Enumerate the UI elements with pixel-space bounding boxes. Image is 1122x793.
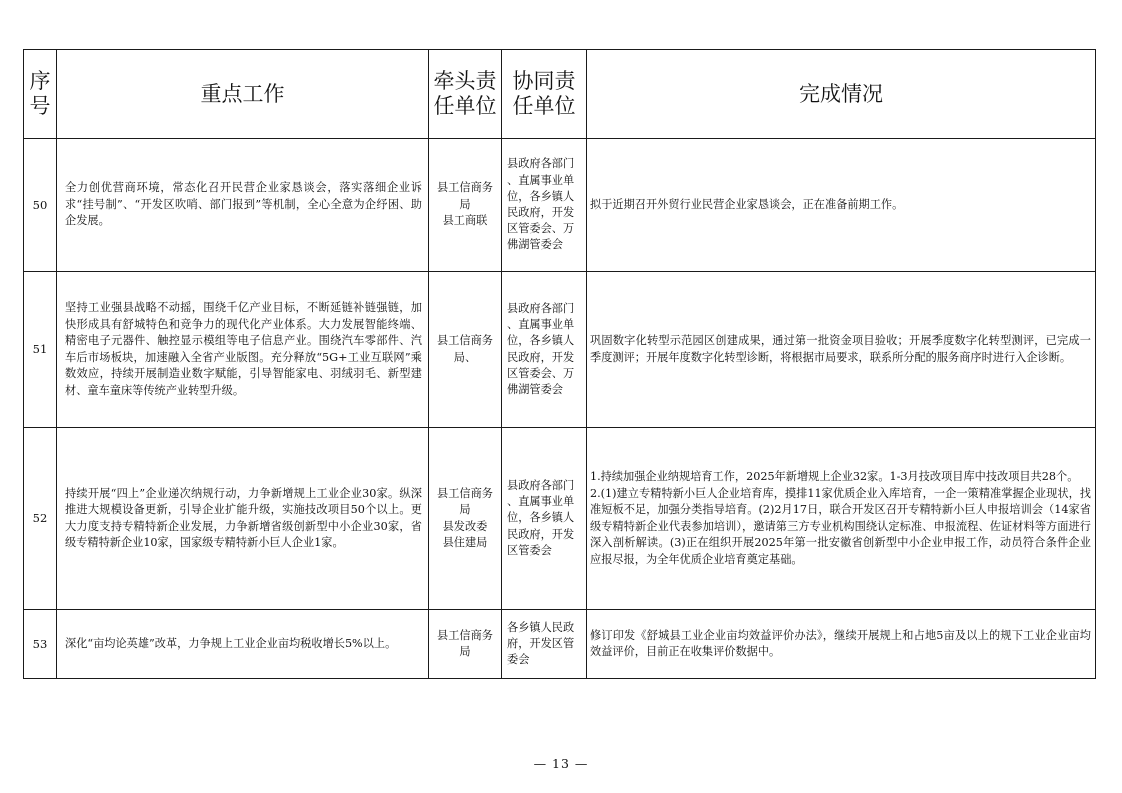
header-co [502,50,587,139]
row-number: 50 [24,139,57,272]
header-lead-line: 牵头责 [433,69,497,93]
co-unit-line: 各乡镇人民政 [507,620,575,634]
co-unit-line: 县政府各部门 [507,157,575,171]
lead-unit-line: 县工信商务 [437,486,493,500]
row-number: 52 [24,428,57,610]
lead-unit-line: 县发改委 [442,519,488,533]
row-number: 53 [24,610,57,679]
co-unit-line: 民政府，开发 [507,350,575,364]
lead-unit-line: 县工信商务 [437,181,493,195]
row-number: 51 [24,272,57,428]
co-unit-line: 府，开发区管 [507,636,575,650]
status-cell: 拟于近期召开外贸行业民营企业家恳谈会，正在准备前期工作。 [587,139,1096,272]
co-unit-line: 民政府，开发 [507,527,575,541]
header-task: 重点工作 [57,50,429,139]
work-progress-table [23,49,1096,679]
status-cell: 巩固数字化转型示范园区创建成果，通过第一批资金项目验收；开展季度数字化转型测评，已完成一季度测评；开展年度数字化转型诊断，将根据市局要求，联系所分配的服务商序时进行入企诊断。 [587,272,1096,428]
table-row [24,272,1096,428]
co-unit-line: 佛湖管委会 [507,238,563,252]
lead-unit-cell [429,139,502,272]
lead-unit-line: 县住建局 [442,536,488,549]
co-unit-line: 区管委会 [507,543,552,557]
co-unit-cell [502,428,587,610]
task-cell: 深化“亩均论英雄”改革，力争规上工业企业亩均税收增长5%以上。 [57,610,429,679]
header-lead-line: 任单位 [433,94,497,118]
co-unit-line: 区管委会、万 [507,366,575,380]
header-row [24,50,1096,139]
status-paragraph: 1.持续加强企业纳规培育工作，2025年新增规上企业32家。1-3月技改项目库中技改项目共28个。 [590,470,1079,483]
header-lead [429,50,502,139]
co-unit-cell [502,139,587,272]
lead-unit-line: 县工商联 [442,214,488,228]
co-unit-line: 、直属事业单 [507,495,575,509]
page-number: — 13 — [533,756,589,771]
task-cell: 坚持工业强县战略不动摇，围绕千亿产业目标，不断延链补链强链，加快形成具有舒城特色和竞争力的现代化产业体系。大力发展智能终端、精密电子元器件、触控显示模组等电子信息产业。围绕汽车零部件、汽车后市场板块，加速融入全省产业版图。充分释放“5G+工业互联网”乘数效应，持续开展制造业数字赋能，引导智能家电、羽绒羽毛、新型建材、童车童床等传统产业转型升级。 [57,272,429,428]
co-unit-line: 位，各乡镇人 [507,189,575,203]
lead-unit-cell [429,610,502,679]
header-co-line: 协同责 [512,69,576,93]
co-unit-line: 区管委会、万 [507,222,575,236]
co-unit-line: 民政府，开发 [507,206,575,219]
co-unit-cell [502,272,587,428]
lead-unit-cell [429,272,502,428]
header-co-line: 任单位 [512,94,576,118]
header-num-line: 序 [29,69,51,93]
co-unit-line: 县政府各部门 [507,478,575,492]
lead-unit-line: 县工信商务 [437,628,493,642]
header-num-line: 号 [29,94,51,118]
co-unit-cell [502,610,587,679]
lead-unit-line: 县工信商务 [437,334,493,347]
header-status: 完成情况 [587,50,1096,139]
lead-unit-line: 局 [459,503,471,516]
co-unit-line: 、直属事业单 [507,173,575,187]
task-cell: 全力创优营商环境，常态化召开民营企业家恳谈会，落实落细企业诉求“挂号制”、“开发区吹哨、部门报到”等机制，全心全意为企纾困、助企发展。 [57,139,429,272]
lead-unit-line: 局、 [453,350,477,364]
task-cell: 持续开展“四上”企业递次纳规行动，力争新增规上工业企业30家。纵深推进大规模设备更新，引导企业扩能升级，实施技改项目50个以上。更大力度支持专精特新企业发展，力争新增省级创新型中小企业30家，省级专精特新企业10家，国家级专精特新小巨人企业1家。 [57,428,429,610]
status-cell: 修订印发《舒城县工业企业亩均效益评价办法》，继续开展规上和占地5亩及以上的规下工业企业亩均效益评价，目前正在收集评价数据中。 [587,610,1096,679]
status-paragraph: 2.(1)建立专精特新小巨人企业培育库，摸排11家优质企业入库培育，一企一策精准掌握企业现状，找准短板不足，加强分类指导培育。(2)2月17日，联合开发区召开专精特新小巨人申报培训会（14家省级专精特新企业代表参加培训），邀请第三方专业机构围绕认定标准、申报流程、佐证材料等方面进行深入剖析解读。(3)正在组织开展2025年第一批安徽省创新型中小企业申报工作，动员符合条件企业应报尽报，为全年优质企业培育奠定基础。 [590,486,1091,566]
co-unit-line: 、直属事业单 [507,318,575,332]
co-unit-line: 县政府各部门 [507,301,575,315]
table-row [24,139,1096,272]
lead-unit-cell [429,428,502,610]
co-unit-line: 位，各乡镇人 [507,334,575,348]
co-unit-line: 位，各乡镇人 [507,511,575,525]
lead-unit-line: 局 [459,645,471,658]
lead-unit-line: 局 [459,197,471,211]
status-cell [587,428,1096,610]
header-num [24,50,57,139]
table-row [24,610,1096,679]
co-unit-line: 佛湖管委会 [507,382,563,396]
table-row [24,428,1096,610]
co-unit-line: 委会 [507,653,530,667]
